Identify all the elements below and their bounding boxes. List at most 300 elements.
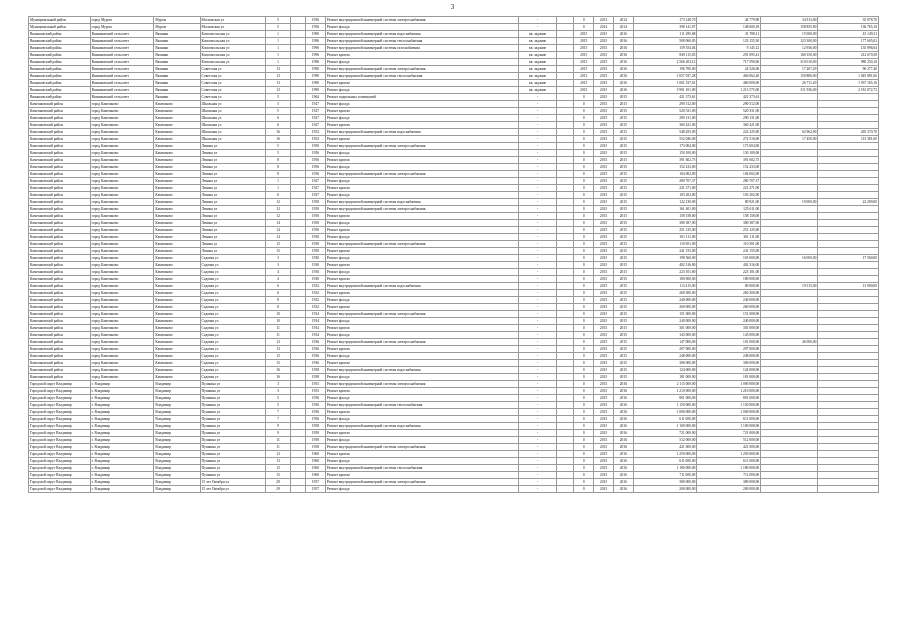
house-number-cell: 1 bbox=[266, 45, 290, 52]
table-row bbox=[29, 437, 879, 444]
building-letter-cell bbox=[290, 73, 305, 80]
other-cost-cell bbox=[818, 311, 879, 318]
fund-cost-cell: 260 300,00 bbox=[697, 290, 761, 297]
district-cell: Муниципальный район bbox=[29, 24, 91, 31]
table-row bbox=[29, 423, 879, 430]
total-cost-cell: 1 657 037,28 bbox=[633, 73, 697, 80]
work-type-cell: Ремонт внутридомовой инженерной системы водоснабжения bbox=[325, 129, 519, 136]
building-letter-cell bbox=[290, 59, 305, 66]
start-year-cell: 2015 bbox=[594, 346, 614, 353]
total-cost-cell: 113 415,00 bbox=[633, 283, 697, 290]
deadline-note-cell: - bbox=[519, 234, 556, 241]
work-type-cell: Ремонт фасада bbox=[325, 318, 519, 325]
total-cost-cell: 290 131,00 bbox=[633, 115, 697, 122]
total-cost-cell: 548 455,00 bbox=[633, 129, 697, 136]
end-year-cell: 2015 bbox=[613, 157, 633, 164]
district-cell: Камешковский район bbox=[29, 234, 91, 241]
district-cell: Городской округ Владимир bbox=[29, 437, 91, 444]
total-cost-cell: 251 125,00 bbox=[633, 227, 697, 234]
building-letter-cell bbox=[290, 395, 305, 402]
deadline-note-cell: - bbox=[519, 402, 556, 409]
settlement-cell: Вязниковский сельсовет bbox=[90, 38, 154, 45]
district-cell: Камешковский район bbox=[29, 269, 91, 276]
other-cost-cell bbox=[818, 108, 879, 115]
total-cost-cell: 711 000,00 bbox=[633, 472, 697, 479]
locality-cell: Камешково bbox=[154, 150, 200, 157]
locality-cell: Камешково bbox=[154, 192, 200, 199]
other-cost-cell bbox=[818, 360, 879, 367]
locality-cell: Вязники bbox=[154, 31, 200, 38]
settlement-cell: город Камешково bbox=[90, 374, 154, 381]
planned-year-cell: 0 bbox=[574, 374, 594, 381]
deadline-note-cell: - bbox=[519, 199, 556, 206]
street-cell: Пушкина ул bbox=[200, 465, 266, 472]
build-year-cell: 1927 bbox=[306, 101, 326, 108]
deadline-note-cell: - bbox=[519, 311, 556, 318]
table-row bbox=[29, 458, 879, 465]
settlement-cell: город Камешково bbox=[90, 206, 154, 213]
other-cost-cell bbox=[818, 353, 879, 360]
house-number-cell: 4 bbox=[266, 276, 290, 283]
district-cell: Городской округ Владимир bbox=[29, 416, 91, 423]
planned-year-cell: 2015 bbox=[574, 80, 594, 87]
planned-year-cell: 0 bbox=[574, 143, 594, 150]
flag-cell bbox=[556, 115, 574, 122]
planned-year-cell: 0 bbox=[574, 346, 594, 353]
planned-year-cell: 0 bbox=[574, 318, 594, 325]
house-number-cell: 15 bbox=[266, 360, 290, 367]
owner-share-cell bbox=[761, 311, 818, 318]
total-cost-cell: 1 150 000,00 bbox=[633, 402, 697, 409]
settlement-cell: город Камешково bbox=[90, 360, 154, 367]
district-cell: Городской округ Владимир bbox=[29, 381, 91, 388]
end-year-cell: 2015 bbox=[613, 241, 633, 248]
building-letter-cell bbox=[290, 143, 305, 150]
locality-cell: Камешково bbox=[154, 248, 200, 255]
fund-cost-cell: 143 000,00 bbox=[697, 332, 761, 339]
street-cell: Ленина ул bbox=[200, 248, 266, 255]
house-number-cell: 16 bbox=[266, 367, 290, 374]
flag-cell bbox=[556, 192, 574, 199]
house-number-cell: 5 bbox=[266, 24, 290, 31]
planned-year-cell: 0 bbox=[574, 458, 594, 465]
locality-cell: Камешково bbox=[154, 332, 200, 339]
owner-share-cell: 34 913,00 bbox=[761, 17, 818, 24]
end-year-cell: 2015 bbox=[613, 206, 633, 213]
other-cost-cell bbox=[818, 248, 879, 255]
building-letter-cell bbox=[290, 66, 305, 73]
house-number-cell: 1 bbox=[266, 38, 290, 45]
build-year-cell: 1958 bbox=[306, 430, 326, 437]
build-year-cell: 1932 bbox=[306, 283, 326, 290]
settlement-cell: город Камешково bbox=[90, 339, 154, 346]
build-year-cell: 1996 bbox=[306, 31, 326, 38]
work-type-cell: Ремонт фасада bbox=[325, 164, 519, 171]
flag-cell bbox=[556, 297, 574, 304]
flag-cell bbox=[556, 66, 574, 73]
street-cell: Садовая ул bbox=[200, 297, 266, 304]
planned-year-cell: 0 bbox=[574, 402, 594, 409]
building-letter-cell bbox=[290, 192, 305, 199]
start-year-cell: 2015 bbox=[594, 234, 614, 241]
fund-cost-cell: 1 100 000,00 bbox=[697, 423, 761, 430]
other-cost-cell bbox=[818, 437, 879, 444]
house-number-cell: 13 bbox=[266, 346, 290, 353]
building-letter-cell bbox=[290, 360, 305, 367]
table-row bbox=[29, 339, 879, 346]
fund-cost-cell: 181 000,00 bbox=[697, 374, 761, 381]
start-year-cell: 2015 bbox=[594, 360, 614, 367]
planned-year-cell: 0 bbox=[574, 423, 594, 430]
other-cost-cell bbox=[818, 178, 879, 185]
planned-year-cell: 0 bbox=[574, 290, 594, 297]
work-type-cell: Ремонт фасада bbox=[325, 178, 519, 185]
settlement-cell: город Камешково bbox=[90, 150, 154, 157]
owner-share-cell: 160 350,00 bbox=[761, 52, 818, 59]
flag-cell bbox=[556, 283, 574, 290]
start-year-cell: 2015 bbox=[594, 402, 614, 409]
flag-cell bbox=[556, 458, 574, 465]
work-type-cell: Ремонт внутридомовой инженерной системы водоснабжения bbox=[325, 199, 519, 206]
building-letter-cell bbox=[290, 388, 305, 395]
other-cost-cell bbox=[818, 388, 879, 395]
work-type-cell: Ремонт кровли bbox=[325, 248, 519, 255]
planned-year-cell: 0 bbox=[574, 185, 594, 192]
build-year-cell: 1927 bbox=[306, 108, 326, 115]
start-year-cell: 2015 bbox=[594, 304, 614, 311]
table-row bbox=[29, 199, 879, 206]
flag-cell bbox=[556, 276, 574, 283]
end-year-cell: 2015 bbox=[613, 150, 633, 157]
building-letter-cell bbox=[290, 290, 305, 297]
house-number-cell: 16 bbox=[266, 374, 290, 381]
build-year-cell: 1936 bbox=[306, 353, 326, 360]
district-cell: Камешковский район bbox=[29, 136, 91, 143]
building-letter-cell bbox=[290, 283, 305, 290]
fund-cost-cell: 103 202,00 bbox=[697, 192, 761, 199]
settlement-cell: город Камешково bbox=[90, 220, 154, 227]
end-year-cell: 2016 bbox=[613, 458, 633, 465]
flag-cell bbox=[556, 38, 574, 45]
planned-year-cell: 0 bbox=[574, 479, 594, 486]
street-cell: Комсомольская ул bbox=[200, 52, 266, 59]
flag-cell bbox=[556, 24, 574, 31]
work-type-cell: Ремонт внутридомовой инженерной системы теплоснабжения bbox=[325, 465, 519, 472]
district-cell: Камешковский район bbox=[29, 290, 91, 297]
fund-cost-cell: 711 000,00 bbox=[697, 472, 761, 479]
street-cell: Ленина ул bbox=[200, 220, 266, 227]
building-letter-cell bbox=[290, 353, 305, 360]
building-letter-cell bbox=[290, 248, 305, 255]
locality-cell: Камешково bbox=[154, 325, 200, 332]
building-letter-cell bbox=[290, 311, 305, 318]
house-number-cell: 9 bbox=[266, 430, 290, 437]
other-cost-cell bbox=[818, 339, 879, 346]
flag-cell bbox=[556, 80, 574, 87]
district-cell: Городской округ Владимир bbox=[29, 472, 91, 479]
table-row bbox=[29, 276, 879, 283]
planned-year-cell: 0 bbox=[574, 262, 594, 269]
end-year-cell: 2015 bbox=[613, 276, 633, 283]
build-year-cell: 1956 bbox=[306, 157, 326, 164]
locality-cell: Камешково bbox=[154, 276, 200, 283]
other-cost-cell bbox=[818, 374, 879, 381]
building-letter-cell bbox=[290, 38, 305, 45]
work-type-cell: Ремонт внутридомовой инженерной системы электроснабжения bbox=[325, 66, 519, 73]
total-cost-cell: 1 100 000,00 bbox=[633, 423, 697, 430]
total-cost-cell: 301 111,00 bbox=[633, 234, 697, 241]
building-letter-cell bbox=[290, 430, 305, 437]
total-cost-cell: 552 046,00 bbox=[633, 136, 697, 143]
locality-cell: Вязники bbox=[154, 80, 200, 87]
end-year-cell: 2016 bbox=[613, 486, 633, 493]
house-number-cell: 3 bbox=[266, 262, 290, 269]
building-letter-cell bbox=[290, 262, 305, 269]
table-row bbox=[29, 206, 879, 213]
deadline-note-cell: - bbox=[519, 409, 556, 416]
deadline-note-cell: - bbox=[519, 129, 556, 136]
building-letter-cell bbox=[290, 45, 305, 52]
other-cost-cell bbox=[818, 479, 879, 486]
start-year-cell: 2015 bbox=[594, 437, 614, 444]
planned-year-cell: 0 bbox=[574, 241, 594, 248]
end-year-cell: 2015 bbox=[613, 304, 633, 311]
locality-cell: Владимир bbox=[154, 479, 200, 486]
total-cost-cell: 611 000,00 bbox=[633, 458, 697, 465]
settlement-cell: г. Владимир bbox=[90, 416, 154, 423]
work-type-cell: Ремонт внутридомовой инженерной системы водоснабжения bbox=[325, 367, 519, 374]
owner-share-cell: 311 936,00 bbox=[761, 87, 818, 94]
district-cell: Вязниковский район bbox=[29, 31, 91, 38]
owner-share-cell bbox=[761, 143, 818, 150]
planned-year-cell: 0 bbox=[574, 353, 594, 360]
settlement-cell: город Камешково bbox=[90, 199, 154, 206]
fund-cost-cell: 248 000,00 bbox=[697, 353, 761, 360]
start-year-cell: 2013 bbox=[594, 17, 614, 24]
other-cost-cell bbox=[818, 402, 879, 409]
settlement-cell: город Камешково bbox=[90, 164, 154, 171]
build-year-cell: 1927 bbox=[306, 115, 326, 122]
other-cost-cell bbox=[818, 458, 879, 465]
planned-year-cell: 0 bbox=[574, 360, 594, 367]
flag-cell bbox=[556, 213, 574, 220]
work-type-cell: Ремонт фасада bbox=[325, 115, 519, 122]
start-year-cell: 2015 bbox=[594, 311, 614, 318]
planned-year-cell: 0 bbox=[574, 451, 594, 458]
deadline-note-cell: - bbox=[519, 367, 556, 374]
build-year-cell: 1958 bbox=[306, 444, 326, 451]
end-year-cell: 2016 bbox=[613, 409, 633, 416]
deadline-note-cell: - bbox=[519, 136, 556, 143]
other-cost-cell bbox=[818, 185, 879, 192]
deadline-note-cell: - bbox=[519, 262, 556, 269]
house-number-cell: 15 bbox=[266, 353, 290, 360]
table-row bbox=[29, 241, 879, 248]
district-cell: Вязниковский район bbox=[29, 73, 91, 80]
settlement-cell: город Камешково bbox=[90, 290, 154, 297]
district-cell: Городской округ Владимир bbox=[29, 409, 91, 416]
table-row bbox=[29, 381, 879, 388]
street-cell: Пушкина ул bbox=[200, 451, 266, 458]
build-year-cell: 1950 bbox=[306, 241, 326, 248]
table-row bbox=[29, 297, 879, 304]
table-row bbox=[29, 17, 879, 24]
end-year-cell: 2015 bbox=[613, 178, 633, 185]
flag-cell bbox=[556, 318, 574, 325]
total-cost-cell: 402 316,00 bbox=[633, 262, 697, 269]
deadline-note-cell: - bbox=[519, 458, 556, 465]
work-type-cell: Ремонт кровли bbox=[325, 325, 519, 332]
table-row bbox=[29, 395, 879, 402]
total-cost-cell: 240 000,00 bbox=[633, 297, 697, 304]
settlement-cell: г. Владимир bbox=[90, 395, 154, 402]
planned-year-cell: 0 bbox=[574, 255, 594, 262]
district-cell: Камешковский район bbox=[29, 171, 91, 178]
street-cell: Школьная ул bbox=[200, 122, 266, 129]
build-year-cell: 1996 bbox=[306, 38, 326, 45]
start-year-cell: 2015 bbox=[594, 269, 614, 276]
start-year-cell: 2015 bbox=[594, 157, 614, 164]
owner-share-cell bbox=[761, 367, 818, 374]
work-type-cell: Ремонт внутридомовой инженерной системы электроснабжения bbox=[325, 17, 519, 24]
build-year-cell: 1960 bbox=[306, 451, 326, 458]
table-row bbox=[29, 353, 879, 360]
planned-year-cell: 0 bbox=[574, 388, 594, 395]
street-cell: Ленина ул bbox=[200, 171, 266, 178]
start-year-cell: 2015 bbox=[594, 143, 614, 150]
owner-share-cell bbox=[761, 101, 818, 108]
work-type-cell: Ремонт внутридомовой инженерной системы электроснабжения bbox=[325, 311, 519, 318]
street-cell: Пушкина ул bbox=[200, 409, 266, 416]
locality-cell: Камешково bbox=[154, 241, 200, 248]
planned-year-cell: 0 bbox=[574, 122, 594, 129]
deadline-note-cell: - bbox=[519, 479, 556, 486]
total-cost-cell: 306 000,00 bbox=[633, 360, 697, 367]
work-type-cell: Ремонт фасада bbox=[325, 353, 519, 360]
other-cost-cell bbox=[818, 206, 879, 213]
street-cell: Московская ул bbox=[200, 24, 266, 31]
locality-cell: Камешково bbox=[154, 206, 200, 213]
total-cost-cell: 849 115,05 bbox=[633, 52, 697, 59]
owner-share-cell bbox=[761, 374, 818, 381]
deadline-note-cell: - bbox=[519, 150, 556, 157]
total-cost-cell: 360 421,00 bbox=[633, 122, 697, 129]
owner-share-cell: 12 936,00 bbox=[761, 45, 818, 52]
total-cost-cell: 240 000,00 bbox=[633, 318, 697, 325]
other-cost-cell bbox=[818, 486, 879, 493]
start-year-cell: 2015 bbox=[594, 227, 614, 234]
total-cost-cell: 260 300,00 bbox=[633, 290, 697, 297]
start-year-cell: 2015 bbox=[594, 465, 614, 472]
build-year-cell: 1956 bbox=[306, 171, 326, 178]
district-cell: Камешковский район bbox=[29, 192, 91, 199]
settlement-cell: город Камешково bbox=[90, 136, 154, 143]
district-cell: Вязниковский район bbox=[29, 94, 91, 101]
locality-cell: Вязники bbox=[154, 59, 200, 66]
work-type-cell: Ремонт фасада bbox=[325, 234, 519, 241]
table-row bbox=[29, 150, 879, 157]
fund-cost-cell: 611 000,00 bbox=[697, 416, 761, 423]
planned-year-cell: 0 bbox=[574, 311, 594, 318]
build-year-cell: 1956 bbox=[306, 150, 326, 157]
fund-cost-cell: 1 180 000,00 bbox=[697, 465, 761, 472]
other-cost-cell bbox=[818, 304, 879, 311]
build-year-cell: 1958 bbox=[306, 423, 326, 430]
street-cell: Школьная ул bbox=[200, 108, 266, 115]
building-letter-cell bbox=[290, 269, 305, 276]
build-year-cell: 1957 bbox=[306, 479, 326, 486]
table-row bbox=[29, 486, 879, 493]
flag-cell bbox=[556, 395, 574, 402]
work-type-cell: Ремонт подвальных помещений bbox=[325, 94, 519, 101]
start-year-cell: 2015 bbox=[594, 108, 614, 115]
settlement-cell: город Камешково bbox=[90, 269, 154, 276]
total-cost-cell: 421 000,00 bbox=[633, 444, 697, 451]
owner-share-cell bbox=[761, 108, 818, 115]
owner-share-cell bbox=[761, 178, 818, 185]
street-cell: Школьная ул bbox=[200, 115, 266, 122]
table-row bbox=[29, 38, 879, 45]
end-year-cell: 2016 bbox=[613, 423, 633, 430]
owner-share-cell: 62 962,00 bbox=[761, 129, 818, 136]
building-letter-cell bbox=[290, 199, 305, 206]
district-cell: Камешковский район bbox=[29, 220, 91, 227]
planned-year-cell: 0 bbox=[574, 416, 594, 423]
house-number-cell: 15 bbox=[266, 248, 290, 255]
build-year-cell: 1956 bbox=[306, 416, 326, 423]
owner-share-cell: 16 000,00 bbox=[761, 255, 818, 262]
locality-cell: Владимир bbox=[154, 437, 200, 444]
street-cell: Советская ул bbox=[200, 87, 266, 94]
street-cell: Советская ул bbox=[200, 73, 266, 80]
other-cost-cell bbox=[818, 325, 879, 332]
other-cost-cell bbox=[818, 444, 879, 451]
end-year-cell: 2015 bbox=[613, 185, 633, 192]
settlement-cell: город Камешково bbox=[90, 213, 154, 220]
house-number-cell: 8 bbox=[266, 164, 290, 171]
build-year-cell: 1934 bbox=[306, 318, 326, 325]
planned-year-cell: 0 bbox=[574, 129, 594, 136]
flag-cell bbox=[556, 17, 574, 24]
deadline-note-cell: - bbox=[519, 255, 556, 262]
locality-cell: Муром bbox=[154, 17, 200, 24]
end-year-cell: 2016 bbox=[613, 59, 633, 66]
start-year-cell: 2015 bbox=[594, 444, 614, 451]
street-cell: Садовая ул bbox=[200, 325, 266, 332]
build-year-cell: 1936 bbox=[306, 346, 326, 353]
building-letter-cell bbox=[290, 458, 305, 465]
flag-cell bbox=[556, 87, 574, 94]
planned-year-cell: 0 bbox=[574, 227, 594, 234]
build-year-cell: 1956 bbox=[306, 164, 326, 171]
work-type-cell: Ремонт кровли bbox=[325, 276, 519, 283]
building-letter-cell bbox=[290, 94, 305, 101]
other-cost-cell bbox=[818, 241, 879, 248]
total-cost-cell: 200 000,00 bbox=[633, 486, 697, 493]
settlement-cell: г. Владимир bbox=[90, 458, 154, 465]
work-type-cell: Ремонт внутридомовой инженерной системы газоснабжения bbox=[325, 45, 519, 52]
flag-cell bbox=[556, 479, 574, 486]
flag-cell bbox=[556, 339, 574, 346]
building-letter-cell bbox=[290, 157, 305, 164]
owner-share-cell bbox=[761, 451, 818, 458]
other-cost-cell bbox=[818, 213, 879, 220]
street-cell: Ленина ул bbox=[200, 213, 266, 220]
owner-share-cell bbox=[761, 395, 818, 402]
building-letter-cell bbox=[290, 17, 305, 24]
other-cost-cell bbox=[818, 115, 879, 122]
planned-year-cell: 0 bbox=[574, 297, 594, 304]
